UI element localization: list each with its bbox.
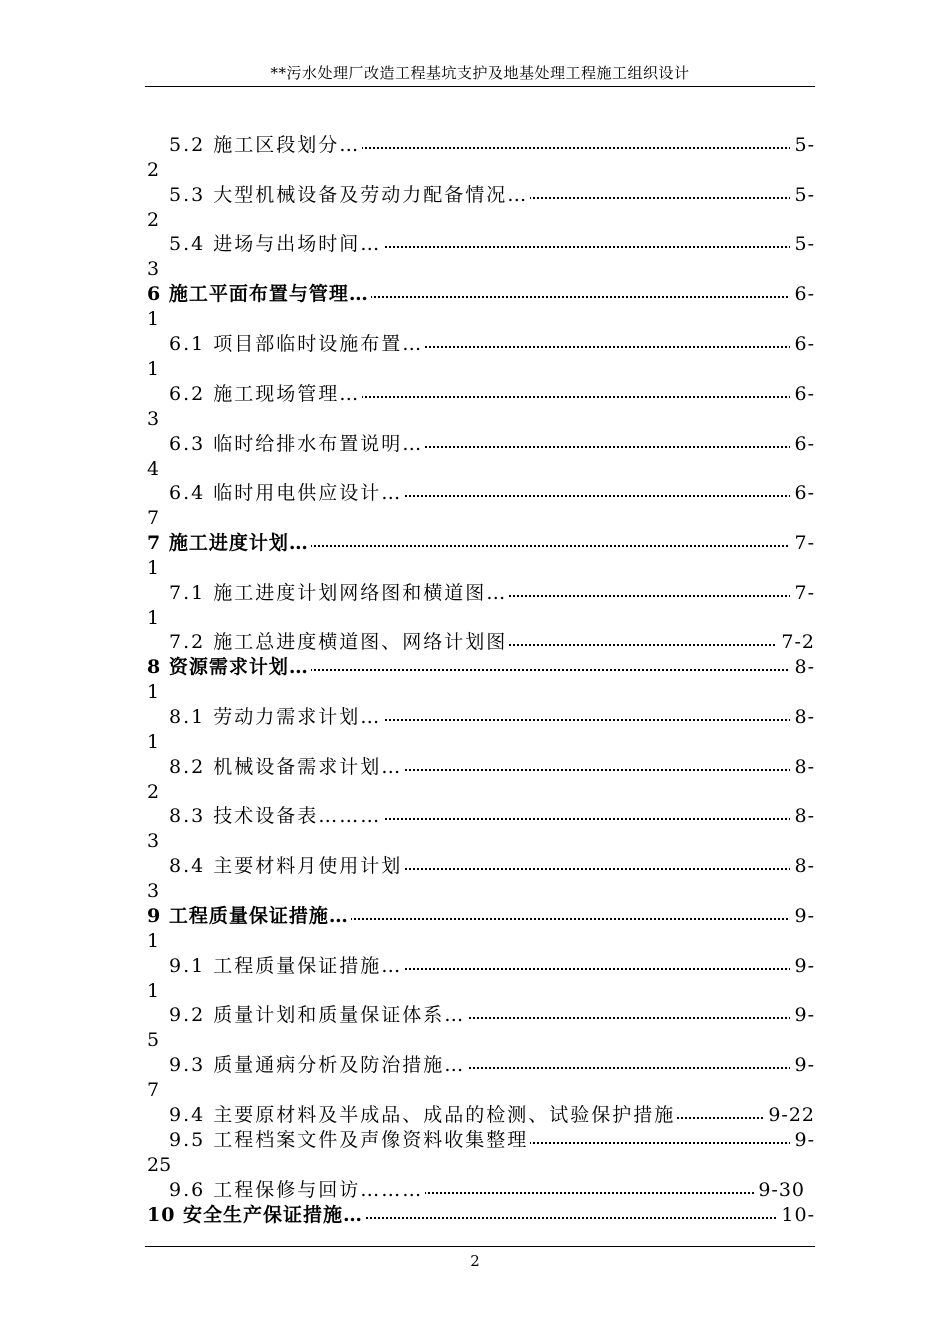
toc-entry-page: 9- — [790, 954, 815, 978]
toc-entry-label: 6.3 临时给排水布置说明… — [169, 433, 424, 455]
toc-entry-page: 6- — [790, 382, 815, 406]
toc-entry-page-wrap: 3 — [147, 880, 160, 902]
toc-entry-page-wrap: 2 — [147, 781, 160, 803]
page-number: 2 — [470, 1252, 480, 1270]
toc-entry[interactable] — [169, 1003, 815, 1027]
toc-entry[interactable] — [169, 1128, 815, 1152]
toc-entry-page-wrap: 25 — [147, 1154, 172, 1176]
toc-entry-label: 9.6 工程保修与回访……… — [169, 1179, 424, 1201]
toc-entry-label: 8.2 机械设备需求计划… — [169, 756, 403, 778]
toc-entry-page: 9- — [790, 904, 815, 928]
toc-entry[interactable] — [169, 854, 815, 878]
toc-entry[interactable] — [169, 133, 815, 157]
toc-entry-page-wrap: 1 — [147, 358, 160, 380]
toc-entry-page-wrap: 2 — [147, 209, 160, 231]
toc-entry-page: 6- — [790, 481, 815, 505]
toc-entry-label: 9.4 主要原材料及半成品、成品的检测、试验保护措施 — [169, 1104, 676, 1126]
toc-entry-page-wrap: 3 — [147, 258, 160, 280]
toc-entry-page: 6- — [790, 332, 815, 356]
toc-entry-label: 8.4 主要材料月使用计划 — [169, 855, 403, 877]
toc-entry-page-wrap: 1 — [147, 731, 160, 753]
toc-entry-page: 5- — [790, 232, 815, 256]
toc-entry-page-wrap: 7 — [147, 1079, 160, 1101]
toc-entry[interactable] — [169, 630, 815, 654]
toc-entry-page: 8- — [790, 755, 815, 779]
toc-entry[interactable] — [169, 382, 815, 406]
toc-entry-label: 9.2 质量计划和质量保证体系… — [169, 1004, 466, 1026]
toc-entry-label: 9.3 质量通病分析及防治措施… — [169, 1054, 466, 1076]
toc-entry-page-wrap: 1 — [147, 930, 160, 952]
toc-entry[interactable] — [147, 282, 815, 306]
toc-entry-page-wrap: 1 — [147, 308, 160, 330]
toc-entry-page: 5- — [790, 133, 815, 157]
toc-entry-page: 6- — [790, 432, 815, 456]
toc-entry[interactable] — [147, 531, 815, 555]
toc-entry-page: 7- — [790, 531, 815, 555]
toc-entry[interactable] — [169, 183, 815, 207]
toc-entry-page-wrap: 1 — [147, 607, 160, 629]
toc-entry-page: 6- — [790, 282, 815, 306]
toc-entry-label: 6.2 施工现场管理… — [169, 383, 361, 405]
toc-entry-label: 5.4 进场与出场时间… — [169, 233, 382, 255]
toc-entry-label: 8 资源需求计划… — [147, 656, 309, 678]
toc-entry-page: 5- — [790, 183, 815, 207]
toc-entry-page-wrap: 3 — [147, 830, 160, 852]
toc-entry-page: 8- — [790, 804, 815, 828]
toc-entry-label: 9.5 工程档案文件及声像资料收集整理 — [169, 1129, 529, 1151]
footer-divider — [145, 1246, 815, 1247]
toc-entry-page: 9-22 — [764, 1103, 815, 1127]
toc-entry-label: 6 施工平面布置与管理… — [147, 283, 369, 305]
toc-entry-label: 5.2 施工区段划分… — [169, 134, 361, 156]
toc-entry[interactable] — [169, 232, 815, 256]
toc-entry[interactable] — [147, 904, 815, 928]
toc-entry-label: 7.1 施工进度计划网络图和横道图… — [169, 582, 508, 604]
toc-entry-label: 10 安全生产保证措施… — [147, 1204, 364, 1226]
toc-entry-label: 7.2 施工总进度横道图、网络计划图 — [169, 631, 508, 653]
toc-entry-label: 7 施工进度计划… — [147, 532, 309, 554]
toc-entry-page: 9- — [790, 1053, 815, 1077]
toc-entry-label: 9 工程质量保证措施… — [147, 905, 349, 927]
toc-entry-page-wrap: 1 — [147, 681, 160, 703]
toc-entry-page: 7-2 — [777, 630, 815, 654]
toc-entry-page: 8- — [790, 655, 815, 679]
toc-entry[interactable] — [169, 432, 815, 456]
toc-entry-label: 8.1 劳动力需求计划… — [169, 706, 382, 728]
toc-entry[interactable] — [169, 1053, 815, 1077]
toc-entry[interactable] — [147, 655, 815, 679]
toc-entry-page: 9- — [790, 1128, 815, 1152]
toc-entry-page-wrap: 3 — [147, 408, 160, 430]
toc-entry[interactable] — [169, 581, 815, 605]
toc-entry-label: 6.4 临时用电供应设计… — [169, 482, 403, 504]
toc-entry-page: 8- — [790, 705, 815, 729]
toc-entry-page-wrap: 7 — [147, 507, 160, 529]
toc-entry-page: 7- — [790, 581, 815, 605]
toc-entry-page-wrap: 1 — [147, 557, 160, 579]
toc-entry-page: 10- — [777, 1203, 815, 1227]
toc-entry[interactable] — [169, 1178, 805, 1202]
toc-entry-page: 9-30 — [754, 1178, 805, 1202]
toc-entry[interactable] — [169, 954, 815, 978]
toc-entry[interactable] — [169, 1103, 815, 1127]
toc-entry-label: 5.3 大型机械设备及劳动力配备情况… — [169, 184, 529, 206]
toc-entry-label: 8.3 技术设备表……… — [169, 805, 382, 827]
toc-entry-page-wrap: 4 — [147, 458, 160, 480]
toc-entry-page-wrap: 1 — [147, 980, 160, 1002]
toc-entry-page-wrap: 5 — [147, 1029, 160, 1051]
toc-entry[interactable] — [169, 332, 815, 356]
toc-entry-label: 9.1 工程质量保证措施… — [169, 955, 403, 977]
document-title: **污水处理厂改造工程基坑支护及地基处理工程施工组织设计 — [270, 64, 690, 82]
toc-entry[interactable] — [147, 1203, 815, 1227]
toc-entry[interactable] — [169, 481, 815, 505]
toc-entry[interactable] — [169, 755, 815, 779]
toc-entry[interactable] — [169, 804, 815, 828]
toc-entry-page-wrap: 2 — [147, 159, 160, 181]
toc-entry-label: 6.1 项目部临时设施布置… — [169, 333, 424, 355]
toc-entry[interactable] — [169, 705, 815, 729]
toc-entry-page: 9- — [790, 1003, 815, 1027]
toc-entry-page: 8- — [790, 854, 815, 878]
